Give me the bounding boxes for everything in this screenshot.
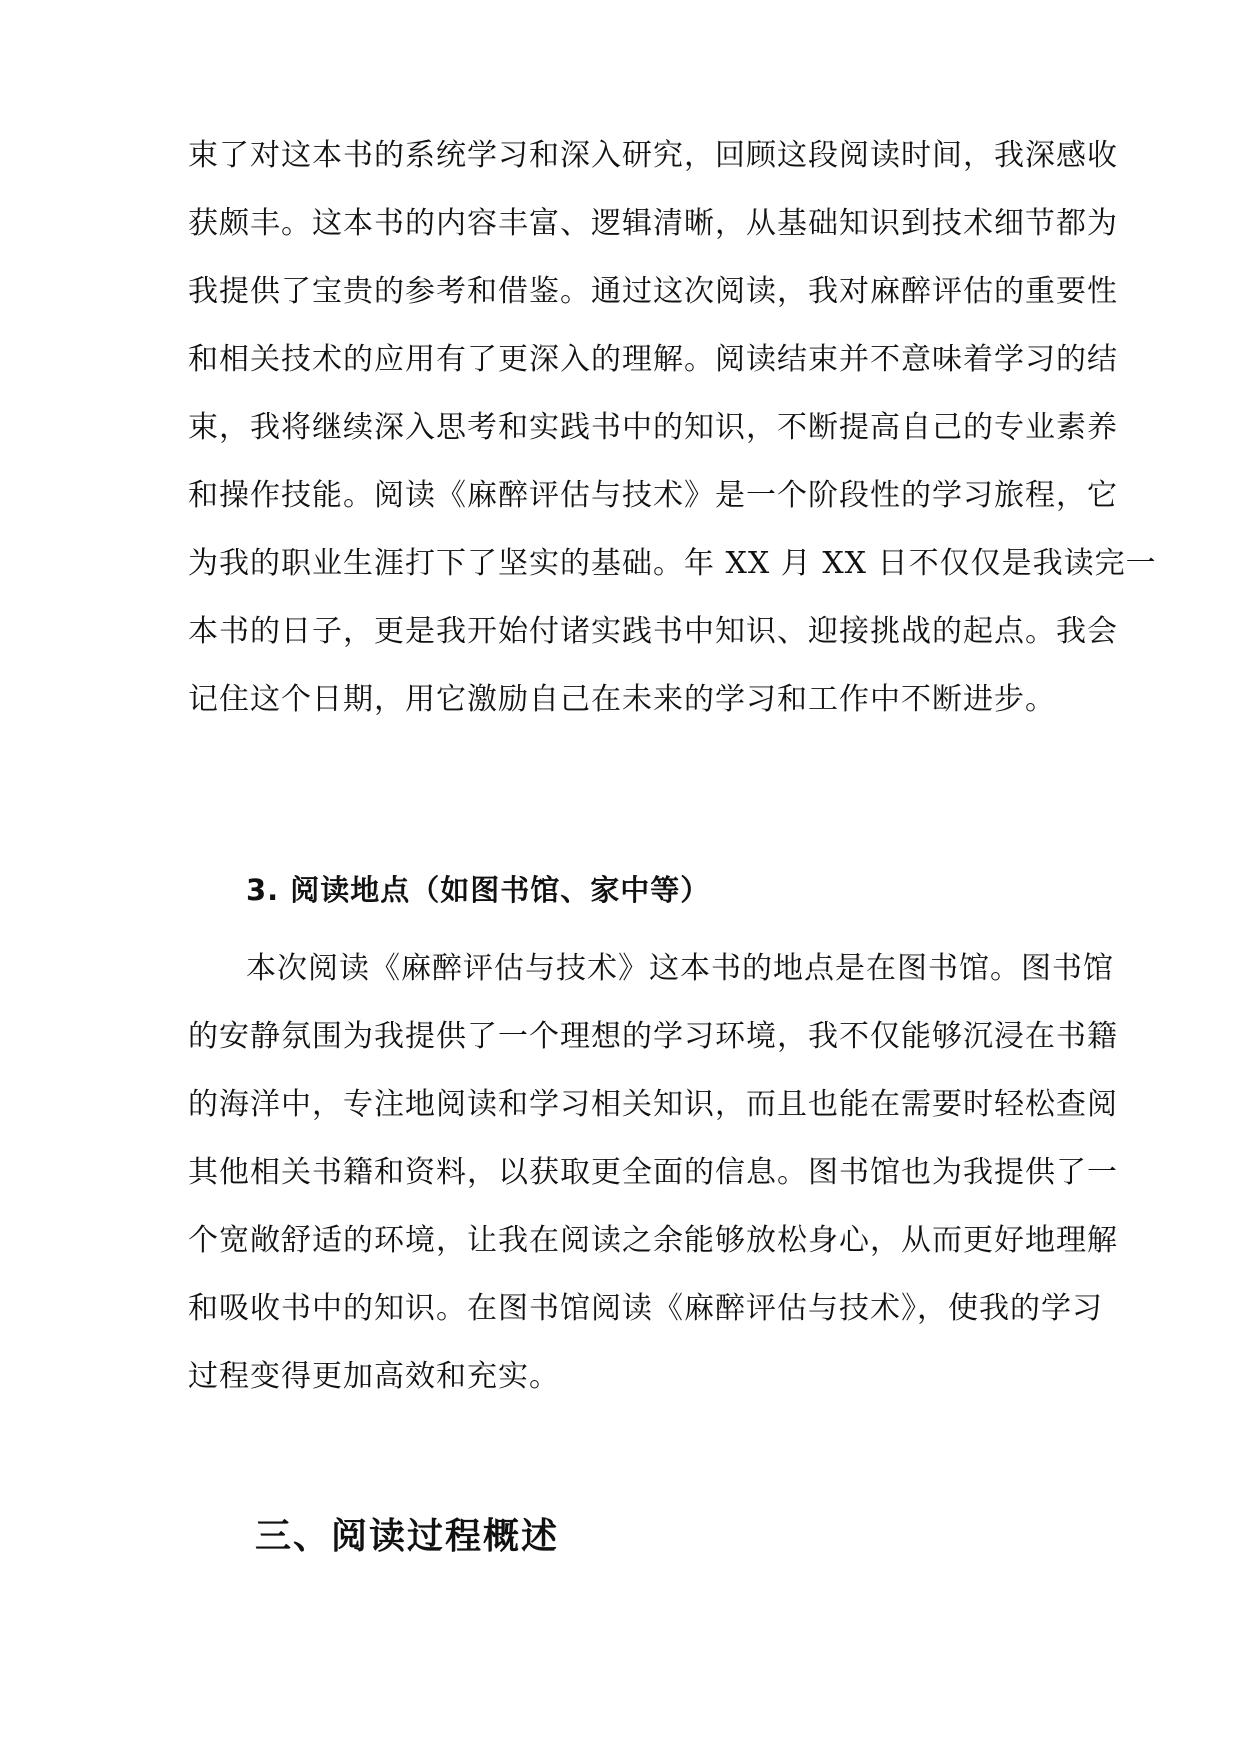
paragraph-line: 和吸收书中的知识。在图书馆阅读《麻醉评估与技术》，使我的学习 <box>188 1291 1103 1326</box>
paragraph-line: 的安静氛围为我提供了一个理想的学习环境，我不仅能够沉浸在书籍 <box>188 1019 1118 1054</box>
paragraph-line: 记住这个日期，用它激励自己在未来的学习和工作中不断进步。 <box>188 682 1056 717</box>
paragraph-line: 束，我将继续深入思考和实践书中的知识，不断提高自己的专业素养 <box>188 410 1118 445</box>
paragraph-line: 的海洋中，专注地阅读和学习相关知识，而且也能在需要时轻松查阅 <box>188 1087 1118 1122</box>
subheading-reading-location: 3. 阅读地点（如图书馆、家中等） <box>246 873 711 907</box>
paragraph-line: 本书的日子，更是我开始付诸实践书中知识、迎接挑战的起点。我会 <box>188 614 1118 649</box>
paragraph-line: 过程变得更加高效和充实。 <box>188 1359 560 1394</box>
paragraph-line: 和相关技术的应用有了更深入的理解。阅读结束并不意味着学习的结 <box>188 342 1118 377</box>
paragraph-line: 和操作技能。阅读《麻醉评估与技术》是一个阶段性的学习旅程，它 <box>188 478 1118 513</box>
paragraph-line: 束了对这本书的系统学习和深入研究，回顾这段阅读时间，我深感收 <box>188 138 1118 173</box>
paragraph-line: 其他相关书籍和资料，以获取更全面的信息。图书馆也为我提供了一 <box>188 1155 1118 1190</box>
section-heading-reading-process: 三、阅读过程概述 <box>255 1516 560 1557</box>
paragraph-line: 获颇丰。这本书的内容丰富、逻辑清晰，从基础知识到技术细节都为 <box>188 206 1118 241</box>
paragraph-line: 为我的职业生涯打下了坚实的基础。年 XX 月 XX 日不仅仅是我读完一 <box>188 546 1157 581</box>
paragraph-line: 本次阅读《麻醉评估与技术》这本书的地点是在图书馆。图书馆 <box>246 951 1114 986</box>
paragraph-line: 我提供了宝贵的参考和借鉴。通过这次阅读，我对麻醉评估的重要性 <box>188 274 1118 309</box>
paragraph-line: 个宽敞舒适的环境，让我在阅读之余能够放松身心，从而更好地理解 <box>188 1223 1118 1258</box>
